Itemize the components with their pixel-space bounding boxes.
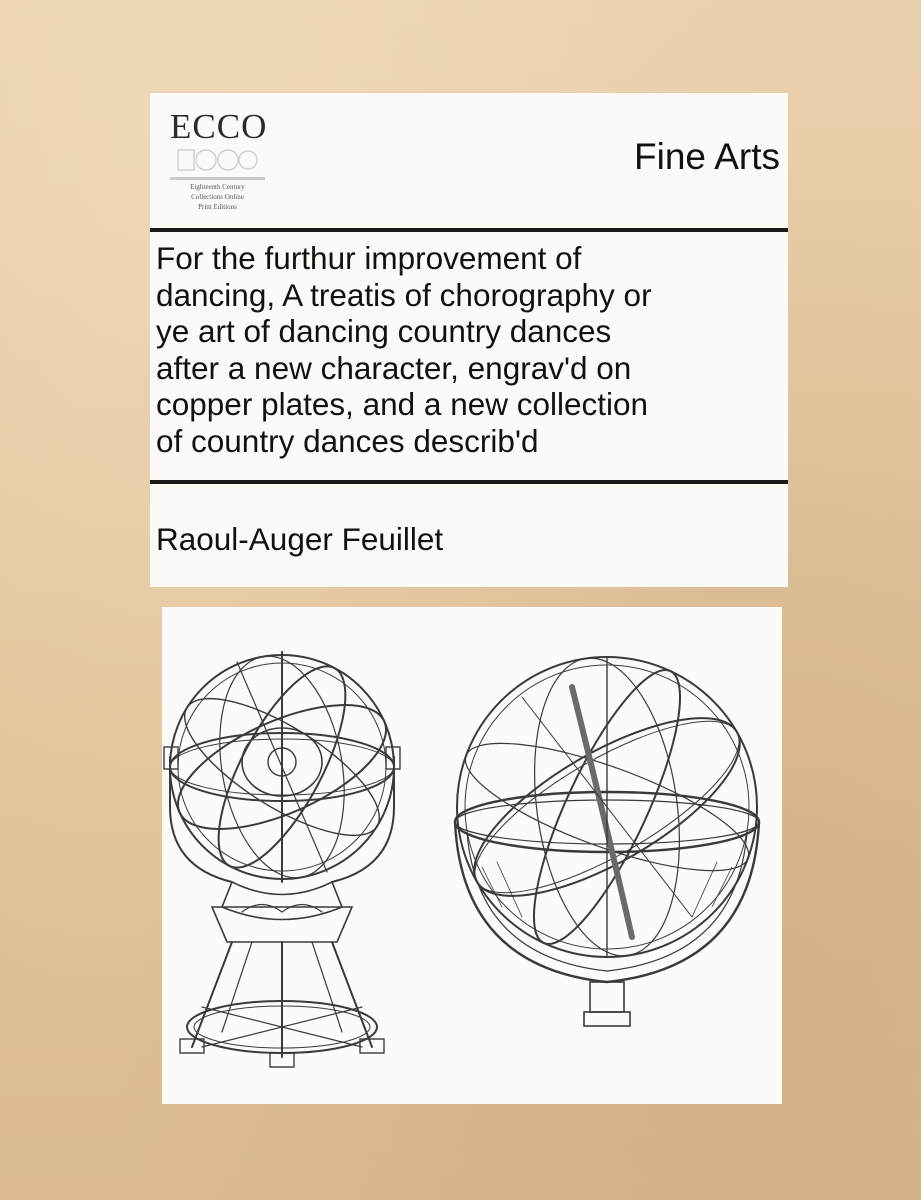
logo-tagline-2: Collections Online — [191, 193, 244, 201]
logo-tagline-1: Eighteenth Century — [190, 183, 245, 191]
logo-divider — [170, 177, 265, 180]
header-panel — [150, 93, 788, 230]
ecco-outline-icon — [176, 147, 259, 173]
book-title: For the furthur improvement of dancing, A treatis of chorography or ye art of dancing country dances after a new character, engrav'd on copper plates, and a new collection of country dances describ'd — [156, 240, 652, 459]
ecco-logo — [170, 107, 268, 217]
armillary-sphere-in-hemisphere-icon — [450, 649, 765, 1026]
logo-tagline-3: Print Editions — [198, 203, 237, 211]
engraving-svg — [162, 607, 782, 1104]
cover-illustration — [162, 607, 782, 1104]
armillary-sphere-on-stand-icon — [162, 646, 403, 1067]
category-label: Fine Arts — [634, 136, 780, 177]
author-name: Raoul-Auger Feuillet — [156, 521, 444, 557]
ecco-logo-word: ECCO — [170, 107, 268, 146]
author-panel — [150, 484, 788, 587]
title-panel — [150, 232, 788, 480]
